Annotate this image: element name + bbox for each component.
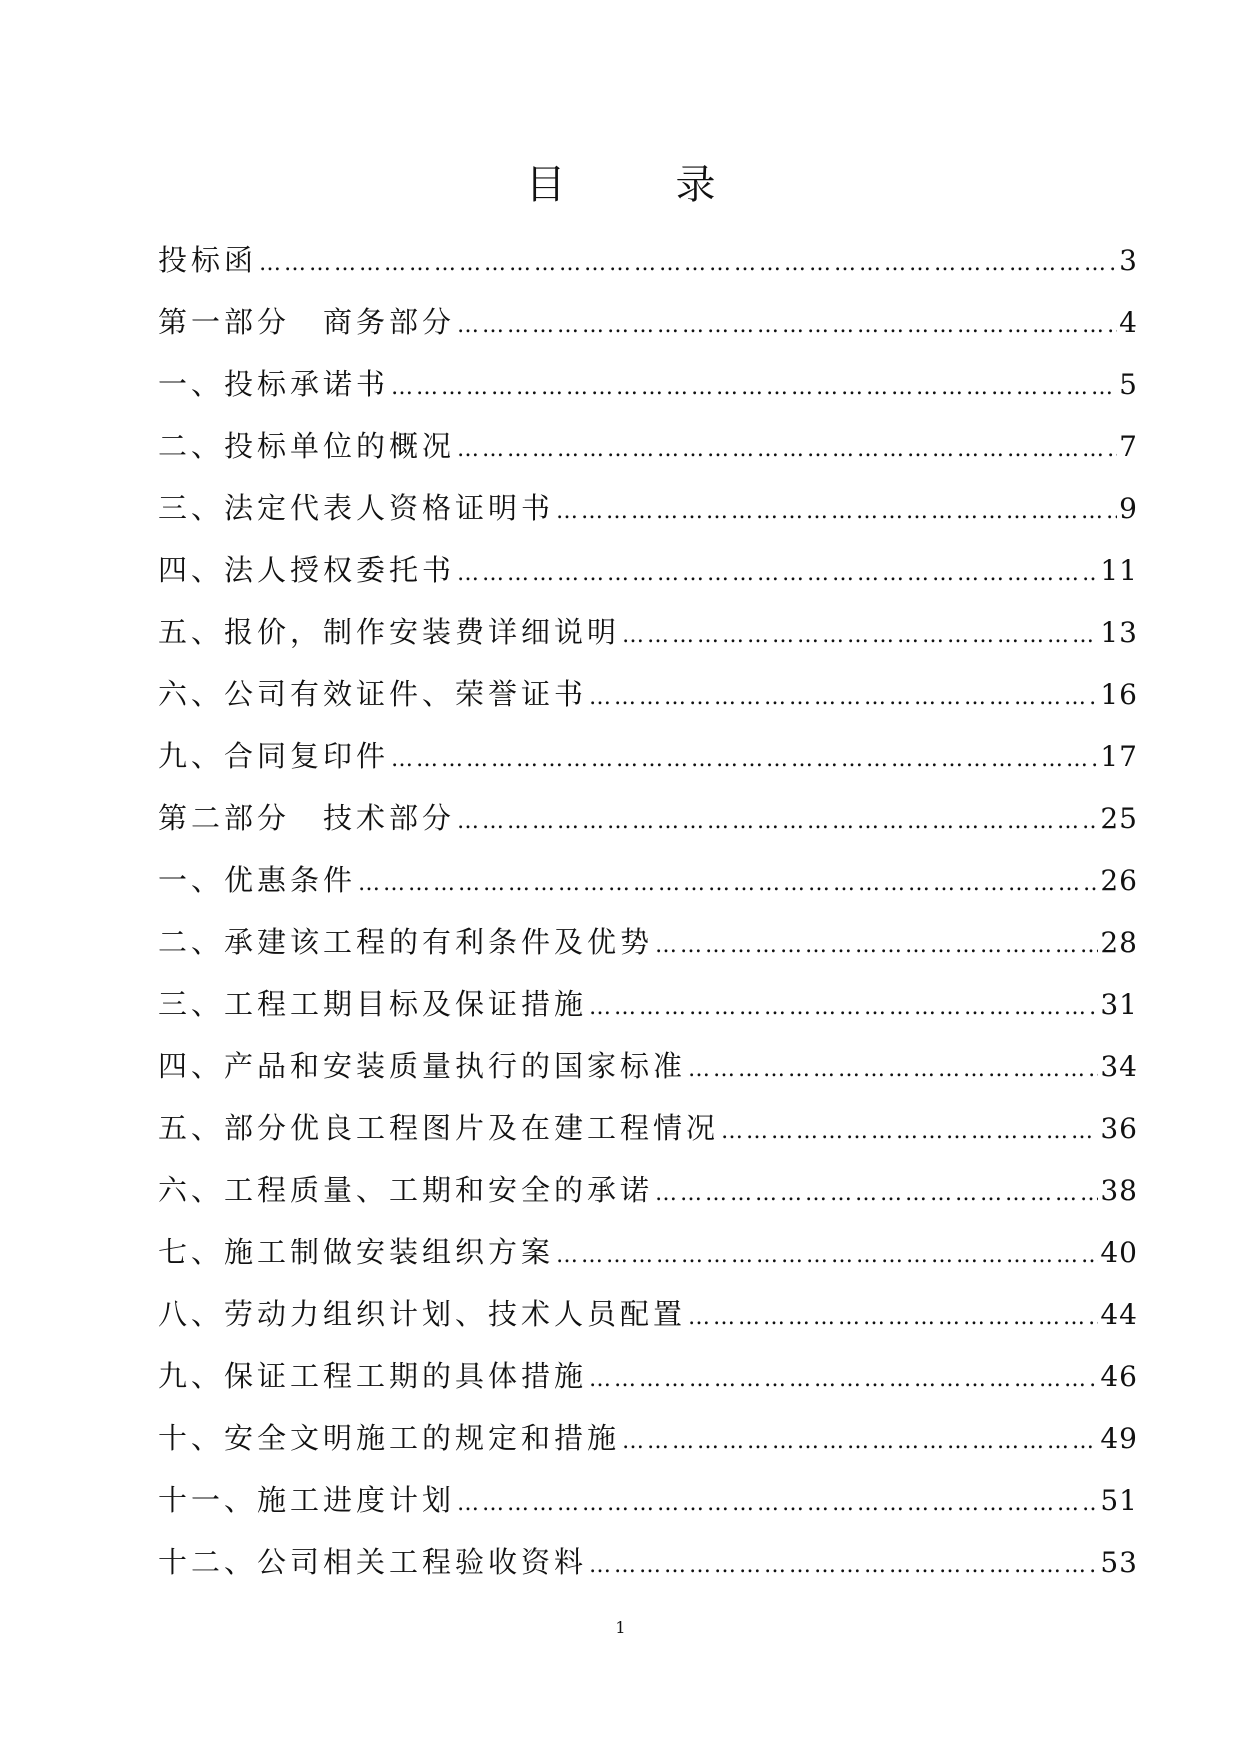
toc-entry-label: 四、产品和安装质量执行的国家标准 [158,1049,687,1083]
toc-dot-leader [589,678,1098,718]
toc-entry-page: 9 [1119,492,1138,525]
toc-dot-leader [655,926,1098,966]
toc-entry-page: 11 [1100,554,1138,587]
toc-entry-page: 49 [1100,1422,1138,1455]
toc-dot-leader [556,492,1117,532]
toc-entry-label: 十二、公司相关工程验收资料 [158,1545,588,1579]
toc-dot-leader [688,1298,1098,1338]
toc-entry-page: 13 [1100,616,1138,649]
toc-entry-label: 二、承建该工程的有利条件及优势 [158,925,654,959]
toc-dot-leader [589,1360,1098,1400]
toc-entry[interactable] [158,426,1138,488]
toc-dot-leader [457,306,1117,346]
toc-entry[interactable] [158,302,1138,364]
toc-dot-leader [457,1484,1098,1524]
toc-dot-leader [457,430,1117,470]
toc-entry[interactable] [158,240,1138,302]
toc-entry[interactable] [158,860,1138,922]
toc-entry-page: 31 [1100,988,1138,1021]
toc-entry-label: 四、法人授权委托书 [158,553,456,587]
toc-entry-label: 七、施工制做安装组织方案 [158,1235,555,1269]
toc-entry-label: 三、工程工期目标及保证措施 [158,987,588,1021]
toc-entry[interactable] [158,1418,1138,1480]
toc-dot-leader [391,368,1117,408]
title-char-2: 录 [675,162,716,208]
toc-entry-page: 5 [1119,368,1138,401]
toc-dot-leader [457,802,1098,842]
toc-entry-page: 25 [1100,802,1138,835]
toc-dot-leader [556,1236,1098,1276]
toc-dot-leader [391,740,1098,780]
toc-entry[interactable] [158,1294,1138,1356]
toc-entry[interactable] [158,922,1138,984]
toc-entry[interactable] [158,798,1138,860]
toc-entry[interactable] [158,1542,1138,1604]
toc-entry-label: 第一部分 商务部分 [158,305,456,339]
page-number: 1 [615,1618,626,1637]
toc-entry[interactable] [158,1170,1138,1232]
toc-entry[interactable] [158,1480,1138,1542]
toc-dot-leader [688,1050,1098,1090]
toc-entry-label: 二、投标单位的概况 [158,429,456,463]
toc-entry-label: 六、工程质量、工期和安全的承诺 [158,1173,654,1207]
toc-dot-leader [622,1422,1098,1462]
toc-dot-leader [655,1174,1098,1214]
toc-entry-label: 六、公司有效证件、荣誉证书 [158,677,588,711]
toc-entry[interactable] [158,1232,1138,1294]
toc-entry-page: 36 [1100,1112,1138,1145]
toc-dot-leader [457,554,1098,594]
toc-entry[interactable] [158,550,1138,612]
toc-entry-label: 十、安全文明施工的规定和措施 [158,1421,621,1455]
toc-entry-page: 4 [1119,306,1138,339]
toc-entry-page: 53 [1100,1546,1138,1579]
toc-entry-page: 38 [1100,1174,1138,1207]
toc-entry-page: 3 [1119,244,1138,277]
toc-entry[interactable] [158,984,1138,1046]
toc-dot-leader [589,1546,1098,1586]
toc-entry-label: 九、保证工程工期的具体措施 [158,1359,588,1393]
toc-dot-leader [358,864,1098,904]
toc-entry[interactable] [158,612,1138,674]
toc-entry-label: 九、合同复印件 [158,739,390,773]
toc-entry-label: 十一、施工进度计划 [158,1483,456,1517]
toc-entry-label: 一、投标承诺书 [158,367,390,401]
toc-entry[interactable] [158,364,1138,426]
toc-dot-leader [622,616,1098,656]
toc-entry[interactable] [158,674,1138,736]
title-char-1: 目 [525,162,566,208]
page-title [0,160,1241,210]
toc-entry-label: 投标函 [158,243,258,277]
toc-dot-leader [259,244,1117,284]
toc-entry-label: 五、报价，制作安装费详细说明 [158,615,621,649]
toc-entry[interactable] [158,1108,1138,1170]
toc-entry-page: 28 [1100,926,1138,959]
toc-entry-page: 46 [1100,1360,1138,1393]
toc-entry-page: 40 [1100,1236,1138,1269]
toc-entry-label: 八、劳动力组织计划、技术人员配置 [158,1297,687,1331]
toc-entry-label: 第二部分 技术部分 [158,801,456,835]
toc-entry[interactable] [158,488,1138,550]
toc-entry-page: 17 [1100,740,1138,773]
toc-entry[interactable] [158,1046,1138,1108]
toc-entry-page: 44 [1100,1298,1138,1331]
toc-entry-page: 7 [1119,430,1138,463]
toc-entry[interactable] [158,1356,1138,1418]
toc-entry-page: 34 [1100,1050,1138,1083]
toc-entry[interactable] [158,736,1138,798]
toc-entry-label: 五、部分优良工程图片及在建工程情况 [158,1111,720,1145]
toc-dot-leader [721,1112,1098,1152]
toc-entry-page: 16 [1100,678,1138,711]
toc-entry-page: 26 [1100,864,1138,897]
toc-entry-label: 一、优惠条件 [158,863,357,897]
toc-entry-label: 三、法定代表人资格证明书 [158,491,555,525]
table-of-contents [158,240,1138,1604]
toc-entry-page: 51 [1100,1484,1138,1517]
toc-dot-leader [589,988,1098,1028]
